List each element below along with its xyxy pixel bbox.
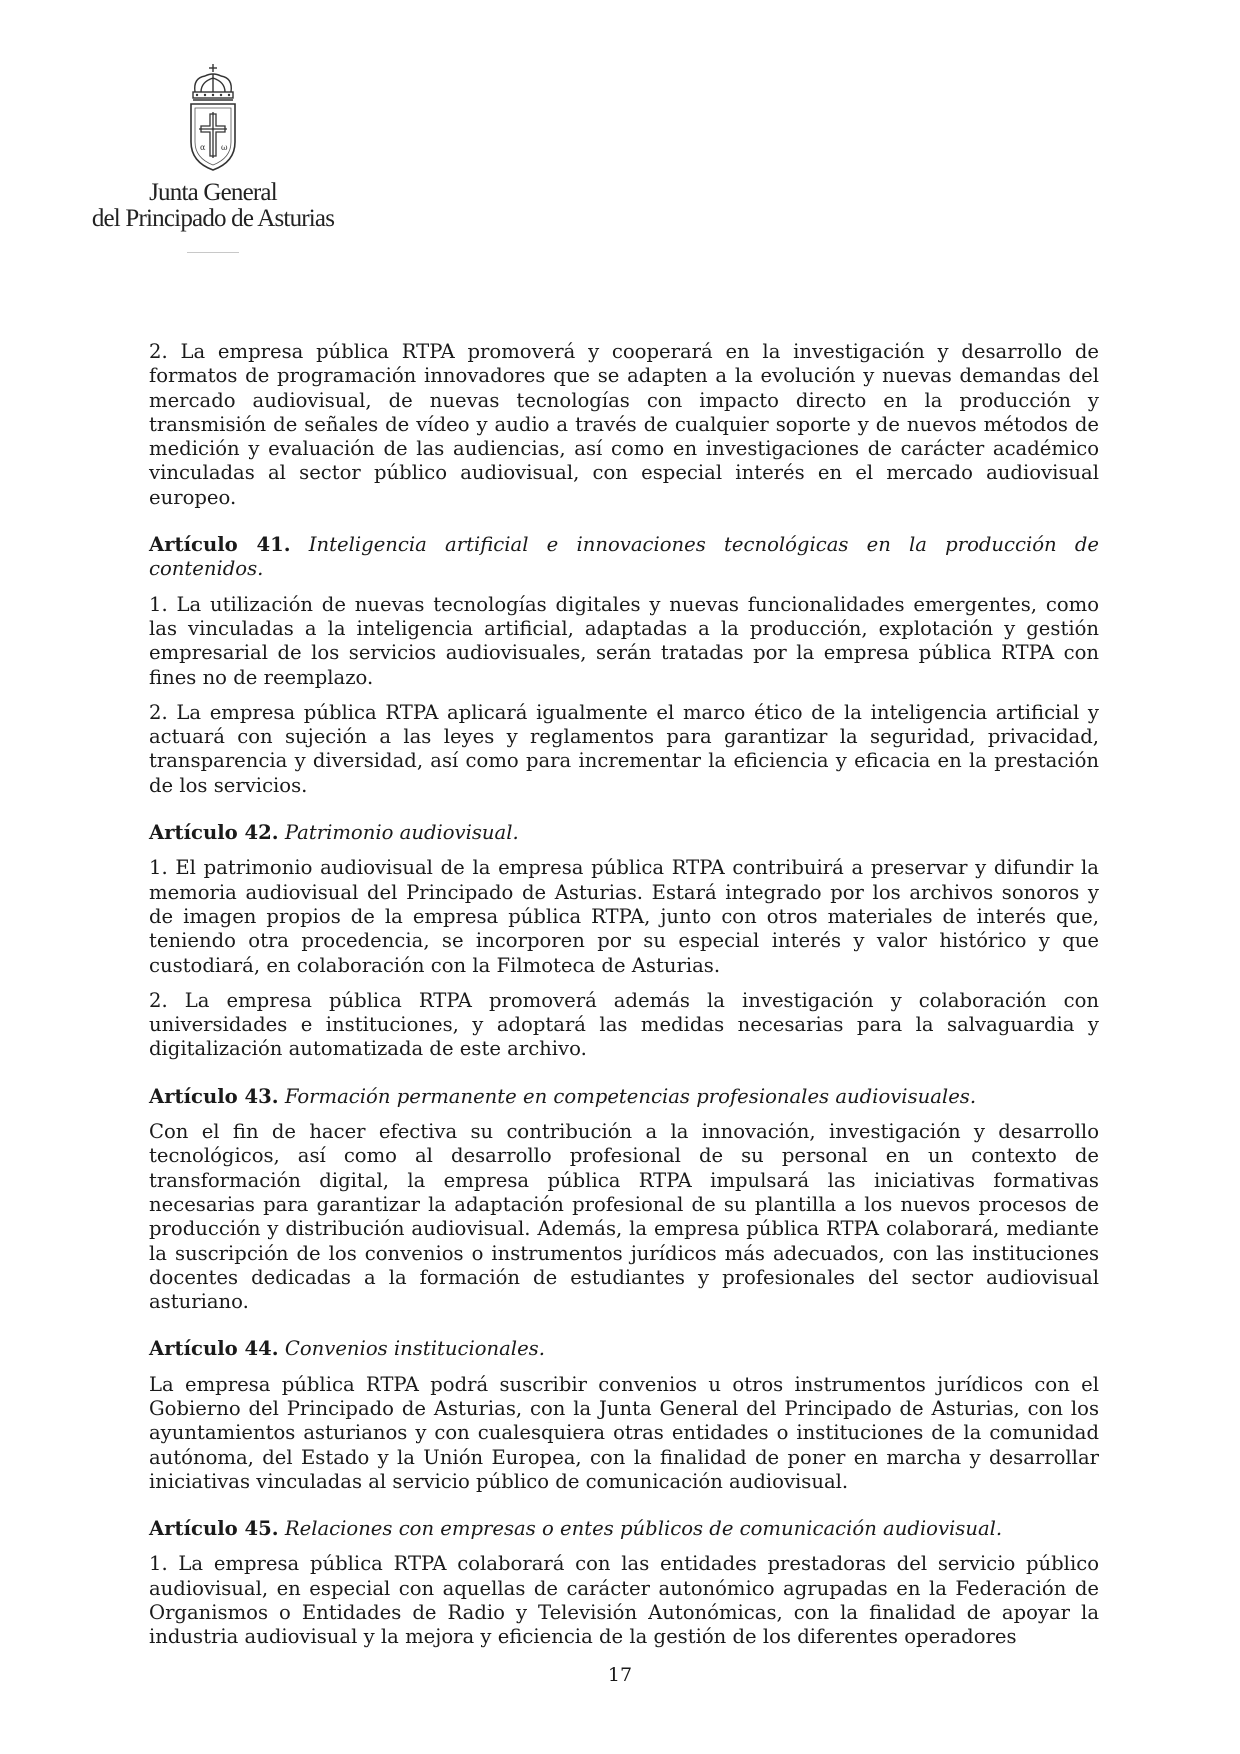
- article-heading: [149, 821, 1099, 845]
- paragraph: 1. La utilización de nuevas tecnologías digitales y nuevas funcionalidades emergentes, como las vinculadas a la inteligencia artificial, adaptadas a la producción, explotación y gestión empresarial de los servicios audiovisuales, serán tratadas por la empresa pública RTPA con fines no de reemplazo.: [149, 592, 1099, 689]
- page-number: 17: [607, 1664, 633, 1686]
- article-heading: [149, 1337, 1099, 1361]
- paragraph: 1. La empresa pública RTPA colaborará con las entidades prestadoras del servicio público audiovisual, en especial con aquellas de carácter autonómico agrupadas en la Federación de Organismos o Entidades de Radio y Televisión Autonómicas, con la finalidad de apoyar la industria audiovisual y la mejora y eficiencia de la gestión de los diferentes operadores: [149, 1552, 1099, 1649]
- document-header: [88, 62, 338, 253]
- article-label: Artículo 45.: [149, 1517, 279, 1541]
- paragraph: 2. La empresa pública RTPA aplicará igualmente el marco ético de la inteligencia artificial y actuará con sujeción a las leyes y reglamentos para garantizar la seguridad, privacidad, transparencia y diversidad, así como para incrementar la eficiencia y eficacia en la prestación de los servicios.: [149, 700, 1099, 797]
- article-heading: [149, 1085, 1099, 1109]
- paragraph: 1. El patrimonio audiovisual de la empresa pública RTPA contribuirá a preservar y difundir la memoria audiovisual del Principado de Asturias. Estará integrado por los archivos sonoros y de imagen propios de la empresa pública RTPA, junto con otros materiales de interés que, teniendo otra procedencia, se incorporen por su especial interés y valor histórico y que custodiará, en colaboración con la Filmoteca de Asturias.: [149, 856, 1099, 977]
- coat-of-arms-icon: [183, 62, 243, 174]
- article-title: Inteligencia artificial e innovaciones tecnológicas en la producción de contenidos.: [149, 533, 1100, 581]
- article-label: Artículo 42.: [149, 821, 279, 845]
- article-title: Patrimonio audiovisual.: [284, 821, 519, 845]
- header-divider: [187, 252, 239, 253]
- article-label: Artículo 43.: [149, 1084, 279, 1108]
- organization-name-line1: Junta General: [149, 179, 277, 206]
- paragraph: 2. La empresa pública RTPA promoverá además la investigación y colaboración con universidades e instituciones, y adoptará las medidas necesarias para la salvaguardia y digitalización automatizada de este archivo.: [149, 988, 1099, 1061]
- article-title: Formación permanente en competencias profesionales audiovisuales.: [284, 1084, 977, 1108]
- article-label: Artículo 44.: [149, 1337, 279, 1361]
- paragraph: Con el fin de hacer efectiva su contribución a la innovación, investigación y desarrollo tecnológicos, así como al desarrollo profesional de su personal en un contexto de transformación digital, la empresa pública RTPA impulsará las iniciativas formativas necesarias para garantizar la adaptación profesional de su plantilla a los nuevos procesos de producción y distribución audiovisual. Además, la empresa pública RTPA colaborará, mediante la suscripción de los convenios o instrumentos jurídicos más adecuados, con las instituciones docentes dedicadas a la formación de estudiantes y profesionales del sector audiovisual asturiano.: [149, 1120, 1099, 1314]
- paragraph: La empresa pública RTPA podrá suscribir convenios u otros instrumentos jurídicos con el Gobierno del Principado de Asturias, con la Junta General del Principado de Asturias, con los ayuntamientos asturianos y con cualesquiera otras entidades o instituciones de la comunidad autónoma, del Estado y la Unión Europea, con la finalidad de poner en marcha y desarrollar iniciativas vinculadas al servicio público de comunicación audiovisual.: [149, 1372, 1099, 1493]
- document-body: [149, 340, 1099, 1661]
- article-heading: [149, 1517, 1099, 1541]
- organization-name: [88, 180, 338, 232]
- article-heading: [149, 533, 1099, 582]
- svg-text:α: α: [200, 143, 206, 152]
- paragraph: 2. La empresa pública RTPA promoverá y cooperará en la investigación y desarrollo de formatos de programación innovadores que se adapten a la evolución y nuevas demandas del mercado audiovisual, de nuevas tecnologías con impacto directo en la producción y transmisión de señales de vídeo y audio a través de cualquier soporte y de nuevos métodos de medición y evaluación de las audiencias, así como en investigaciones de carácter académico vinculadas al sector público audiovisual, con especial interés en el mercado audiovisual europeo.: [149, 340, 1099, 509]
- organization-name-line2: del Principado de Asturias: [91, 205, 335, 232]
- article-title: Relaciones con empresas o entes públicos de comunicación audiovisual.: [284, 1517, 1003, 1541]
- article-title: Convenios institucionales.: [284, 1337, 545, 1361]
- svg-text:ω: ω: [221, 143, 228, 152]
- article-label: Artículo 41.: [149, 533, 291, 557]
